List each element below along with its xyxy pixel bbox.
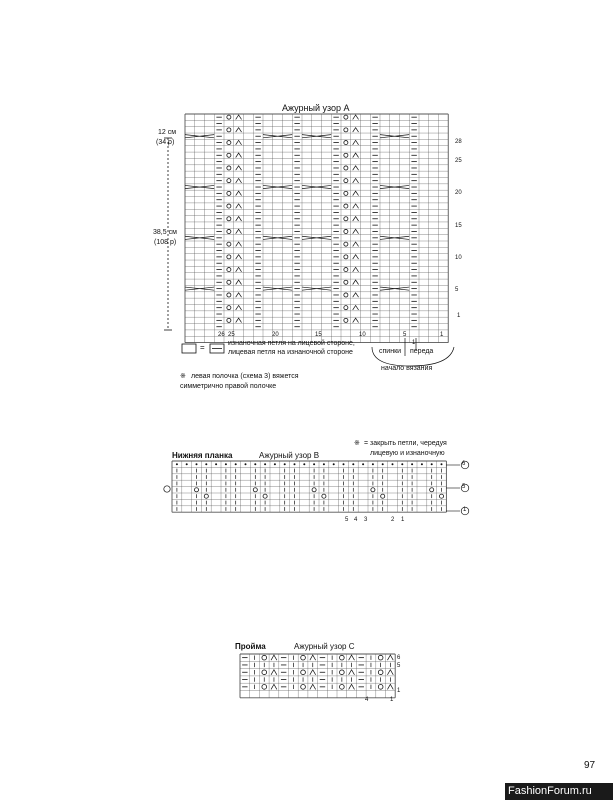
- chart-a-cable-symbol: [185, 135, 214, 138]
- chart-a-yarnover-symbol: [344, 191, 348, 195]
- chart-a-decrease-symbol: [236, 178, 242, 182]
- chart-c-decrease-symbol: [271, 655, 277, 660]
- chart-c-yarnover-symbol: [378, 655, 383, 660]
- chart-b-col-5: 5: [345, 517, 349, 523]
- chart-a-dim-bottom-rows: (108 р): [154, 239, 177, 246]
- chart-a-title: Ажурный узор А: [282, 103, 350, 113]
- chart-a-yarnover-symbol: [227, 166, 231, 170]
- chart-c-decrease-symbol: [310, 684, 316, 689]
- chart-a-cable-symbol: [302, 185, 331, 188]
- chart-a-yarnover-symbol: [227, 153, 231, 157]
- note-b-line-2: лицевую и изнаночную: [370, 450, 445, 457]
- chart-a-decrease-symbol: [353, 242, 359, 246]
- chart-a-decrease-symbol: [353, 204, 359, 208]
- chart-a-yarnover-symbol: [344, 179, 348, 183]
- chart-b-col-1: 1: [401, 517, 405, 523]
- chart-a-dim-top-cm: 12 см: [158, 129, 177, 136]
- chart-c-decrease-symbol: [271, 684, 277, 689]
- chart-b-bindoff-symbol: [411, 463, 413, 465]
- chart-b-yarnover-symbol: [312, 488, 316, 492]
- chart-c-col-1: 1: [390, 697, 394, 703]
- chart-b-bindoff-symbol: [245, 463, 247, 465]
- chart-a-cable-symbol: [380, 287, 409, 290]
- chart-b-bindoff-symbol: [421, 463, 423, 465]
- chart-c-decrease-symbol: [349, 655, 355, 660]
- chart-a-yarnover-symbol: [227, 179, 231, 183]
- chart-b-bindoff-symbol: [333, 463, 335, 465]
- chart-a-yarnover-symbol: [344, 217, 348, 221]
- chart-b-yarnover-symbol: [263, 494, 267, 498]
- chart-c-label: Пройма: [235, 642, 266, 651]
- chart-b-bindoff-symbol: [382, 463, 384, 465]
- chart-b-bindoff-symbol: [284, 463, 286, 465]
- label-front: переда: [410, 348, 434, 355]
- chart-c-row-5: 5: [397, 663, 401, 669]
- note-a-line-1: левая полочка (схема 3) вяжется: [191, 373, 299, 380]
- chart-a-yarnover-symbol: [344, 318, 348, 322]
- chart-a-decrease-symbol: [236, 217, 242, 221]
- chart-b-col-3: 3: [364, 517, 368, 523]
- note-a-line-2: симметрично правой полочке: [180, 383, 277, 390]
- chart-a-decrease-symbol: [353, 293, 359, 297]
- chart-a-decrease-symbol: [236, 318, 242, 322]
- chart-a-yarnover-symbol: [227, 306, 231, 310]
- chart-a-yarnover-symbol: [227, 115, 231, 119]
- chart-a-yarnover-symbol: [344, 255, 348, 259]
- chart-c-title: Ажурный узор С: [294, 642, 355, 651]
- chart-a-decrease-symbol: [353, 178, 359, 182]
- watermark: FashionForum.ru: [508, 785, 592, 797]
- chart-a-decrease-symbol: [236, 229, 242, 233]
- chart-a-decrease-symbol: [236, 293, 242, 297]
- chart-a-yarnover-symbol: [227, 191, 231, 195]
- chart-a-row-20: 20: [455, 190, 462, 196]
- chart-a-decrease-symbol: [236, 255, 242, 259]
- chart-b-yarnover-symbol: [381, 494, 385, 498]
- chart-b-bindoff-symbol: [343, 463, 345, 465]
- chart-a-decrease-symbol: [236, 305, 242, 309]
- chart-a-grid: [185, 114, 448, 343]
- chart-b-bindoff-symbol: [431, 463, 433, 465]
- chart-a-col-20: 20: [272, 332, 279, 338]
- chart-b-marker-6: 6: [462, 461, 466, 467]
- chart-b-bindoff-symbol: [313, 463, 315, 465]
- chart-c-yarnover-symbol: [340, 655, 345, 660]
- page-number: 97: [584, 760, 596, 771]
- chart-b-bindoff-symbol: [294, 463, 296, 465]
- chart-a-col-1: 1: [440, 332, 444, 338]
- chart-c-yarnover-symbol: [378, 685, 383, 690]
- chart-a-cable-symbol: [302, 236, 331, 239]
- chart-a-decrease-symbol: [353, 280, 359, 284]
- chart-a-yarnover-symbol: [344, 280, 348, 284]
- chart-b-bindoff-symbol: [264, 463, 266, 465]
- chart-a-cable-symbol: [380, 135, 409, 138]
- chart-a-decrease-symbol: [236, 166, 242, 170]
- chart-c-yarnover-symbol: [301, 655, 306, 660]
- chart-b-bindoff-symbol: [372, 463, 374, 465]
- chart-a-decrease-symbol: [353, 217, 359, 221]
- chart-b-bindoff-symbol: [392, 463, 394, 465]
- chart-c-decrease-symbol: [310, 670, 316, 675]
- chart-a-decrease-symbol: [353, 267, 359, 271]
- chart-c-decrease-symbol: [349, 670, 355, 675]
- chart-b-title: Ажурный узор В: [259, 451, 320, 460]
- chart-a-decrease-symbol: [236, 267, 242, 271]
- chart-a-yarnover-symbol: [344, 128, 348, 132]
- chart-a-yarnover-symbol: [227, 204, 231, 208]
- chart-a-yarnover-symbol: [227, 293, 231, 297]
- chart-b-col-4: 4: [354, 517, 358, 523]
- chart-c-yarnover-symbol: [378, 670, 383, 675]
- chart-a-yarnover-symbol: [227, 255, 231, 259]
- chart-a-decrease-symbol: [236, 191, 242, 195]
- chart-b-bindoff-symbol: [176, 463, 178, 465]
- chart-b-marker-1: 1: [463, 507, 467, 513]
- chart-a-yarnover-symbol: [344, 293, 348, 297]
- chart-b-bindoff-symbol: [323, 463, 325, 465]
- chart-b-bindoff-symbol: [303, 463, 305, 465]
- chart-a-yarnover-symbol: [344, 204, 348, 208]
- chart-a-decrease-symbol: [353, 191, 359, 195]
- chart-b-label: Нижняя планка: [172, 451, 233, 460]
- chart-c-decrease-symbol: [310, 655, 316, 660]
- chart-b-bindoff-symbol: [235, 463, 237, 465]
- chart-c-row-6: 6: [397, 655, 401, 661]
- note-a-icon: ※: [180, 373, 186, 380]
- chart-a-yarnover-symbol: [227, 318, 231, 322]
- chart-a-decrease-symbol: [353, 128, 359, 132]
- chart-b-yarnover-symbol: [430, 488, 434, 492]
- chart-a-decrease-symbol: [353, 229, 359, 233]
- chart-a-yarnover-symbol: [227, 128, 231, 132]
- chart-a-cable-symbol: [380, 236, 409, 239]
- chart-a-col-26: 26: [218, 332, 225, 338]
- chart-a-yarnover-symbol: [344, 229, 348, 233]
- chart-b-grid: [172, 461, 446, 512]
- chart-a-decrease-symbol: [236, 128, 242, 132]
- chart-a-cable-symbol: [263, 135, 292, 138]
- chart-a-yarnover-symbol: [344, 141, 348, 145]
- legend-line-1: изнаночная петля на лицевой стороне,: [228, 340, 355, 347]
- chart-a-cable-symbol: [185, 185, 214, 188]
- chart-a-cable-symbol: [185, 287, 214, 290]
- chart-a-yarnover-symbol: [227, 229, 231, 233]
- chart-b-bindoff-symbol: [215, 463, 217, 465]
- chart-b-bindoff-symbol: [205, 463, 207, 465]
- note-b-line-1: = закрыть петли, чередуя: [364, 440, 447, 447]
- chart-b-yarnover-symbol: [194, 488, 198, 492]
- label-back: спинки: [379, 348, 402, 355]
- chart-a-yarnover-symbol: [227, 280, 231, 284]
- note-b-icon: ※: [354, 440, 360, 447]
- chart-c-decrease-symbol: [387, 684, 393, 689]
- chart-c-decrease-symbol: [271, 670, 277, 675]
- chart-a-col-10: 10: [359, 332, 366, 338]
- chart-a-yarnover-symbol: [344, 306, 348, 310]
- chart-a-decrease-symbol: [236, 115, 242, 119]
- chart-a-row-5: 5: [455, 287, 459, 293]
- chart-b-bindoff-symbol: [196, 463, 198, 465]
- chart-c-grid: [240, 654, 395, 698]
- chart-b-bindoff-symbol: [186, 463, 188, 465]
- chart-c-col-4: 4: [365, 697, 369, 703]
- chart-b-yarnover-symbol: [322, 494, 326, 498]
- chart-a-cable-symbol: [263, 185, 292, 188]
- chart-b-bindoff-symbol: [274, 463, 276, 465]
- chart-c-yarnover-symbol: [262, 670, 267, 675]
- chart-a-cable-symbol: [263, 236, 292, 239]
- chart-a-decrease-symbol: [353, 166, 359, 170]
- chart-a-row-25: 25: [455, 158, 462, 164]
- chart-a-yarnover-symbol: [227, 141, 231, 145]
- chart-a-dim-bottom-cm: 38,5 см: [153, 229, 177, 236]
- chart-a-yarnover-symbol: [344, 153, 348, 157]
- chart-b-yarnover-symbol: [253, 488, 257, 492]
- chart-c-yarnover-symbol: [301, 670, 306, 675]
- chart-c-yarnover-symbol: [340, 685, 345, 690]
- label-start-knitting: начало вязания: [381, 365, 433, 372]
- chart-b-bindoff-symbol: [401, 463, 403, 465]
- chart-a-row-10: 10: [455, 255, 462, 261]
- chart-a-row-1: 1: [457, 313, 461, 319]
- chart-a-cable-symbol: [263, 287, 292, 290]
- chart-a-col-15: 15: [315, 332, 322, 338]
- chart-a-cable-symbol: [380, 185, 409, 188]
- chart-a-decrease-symbol: [236, 153, 242, 157]
- chart-c-decrease-symbol: [387, 670, 393, 675]
- chart-a-decrease-symbol: [236, 140, 242, 144]
- chart-a-decrease-symbol: [236, 242, 242, 246]
- chart-a-yarnover-symbol: [227, 217, 231, 221]
- chart-b-bindoff-symbol: [225, 463, 227, 465]
- label-one: 1: [412, 340, 416, 346]
- chart-a-dim-top-rows: (34 р): [156, 139, 175, 146]
- chart-b-bindoff-symbol: [441, 463, 443, 465]
- chart-a-row-28: 28: [455, 139, 462, 145]
- chart-a-yarnover-symbol: [344, 166, 348, 170]
- legend-line-2: лицевая петля на изнаночной стороне: [228, 349, 353, 356]
- chart-b-yarnover-symbol: [371, 488, 375, 492]
- chart-a-decrease-symbol: [353, 153, 359, 157]
- chart-a-decrease-symbol: [236, 280, 242, 284]
- chart-a-yarnover-symbol: [227, 242, 231, 246]
- chart-b-bindoff-symbol: [352, 463, 354, 465]
- chart-c-row-1: 1: [397, 688, 401, 694]
- chart-a-col-5: 5: [403, 332, 407, 338]
- chart-b-bindoff-symbol: [362, 463, 364, 465]
- chart-a-yarnover-symbol: [344, 268, 348, 272]
- chart-a-row-15: 15: [455, 223, 462, 229]
- chart-a-decrease-symbol: [353, 140, 359, 144]
- legend-equals: =: [200, 343, 205, 352]
- chart-b-bindoff-symbol: [254, 463, 256, 465]
- chart-a-decrease-symbol: [236, 204, 242, 208]
- chart-c-decrease-symbol: [349, 684, 355, 689]
- chart-a-yarnover-symbol: [344, 115, 348, 119]
- chart-a-cable-symbol: [302, 287, 331, 290]
- chart-c-decrease-symbol: [387, 655, 393, 660]
- chart-c-yarnover-symbol: [340, 670, 345, 675]
- chart-a-cable-symbol: [302, 135, 331, 138]
- chart-c-yarnover-symbol: [262, 655, 267, 660]
- chart-a-cable-symbol: [185, 236, 214, 239]
- chart-c-yarnover-symbol: [262, 685, 267, 690]
- chart-a-decrease-symbol: [353, 305, 359, 309]
- chart-c-yarnover-symbol: [301, 685, 306, 690]
- chart-b-yarnover-symbol: [204, 494, 208, 498]
- chart-b-marker-5: 5: [462, 484, 466, 490]
- chart-a-yarnover-symbol: [344, 242, 348, 246]
- chart-a-col-25: 25: [228, 332, 235, 338]
- chart-b-col-2: 2: [391, 517, 395, 523]
- chart-b-yarnover-symbol: [439, 494, 443, 498]
- chart-a-yarnover-symbol: [227, 268, 231, 272]
- chart-a-decrease-symbol: [353, 318, 359, 322]
- chart-a-decrease-symbol: [353, 255, 359, 259]
- chart-a-decrease-symbol: [353, 115, 359, 119]
